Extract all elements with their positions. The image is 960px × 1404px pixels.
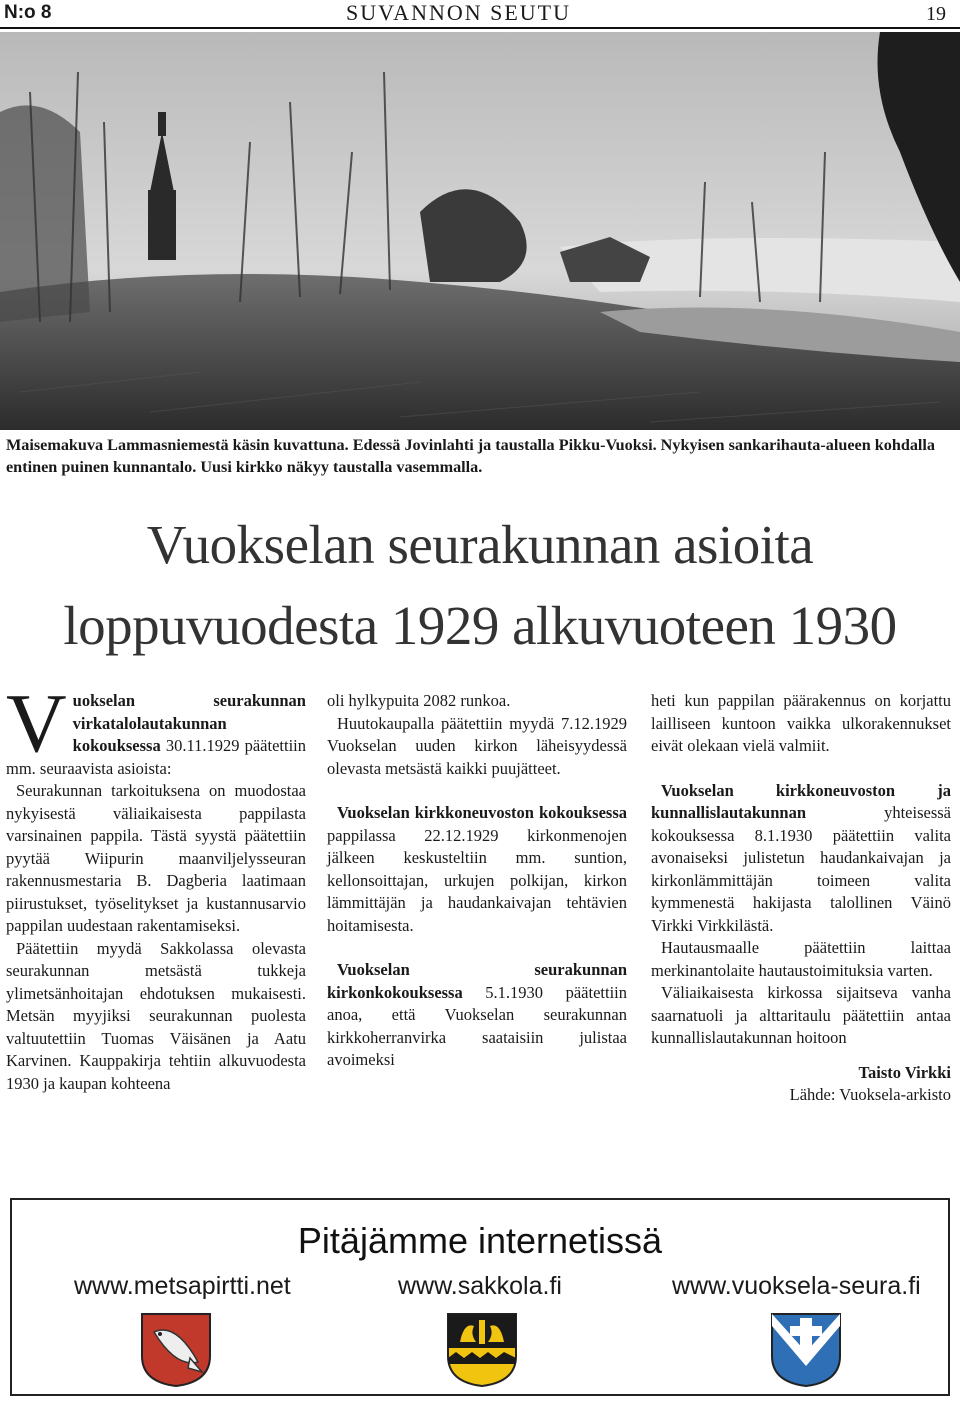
lead-rest: 30.11.1929 päätettiin mm. seuraavista asioista: — [6, 736, 306, 778]
header-rule — [0, 27, 960, 29]
paragraph-rest: yhteisessä kokouksessa 8.1.1930 päätettiin valita avonaiseksi julistetun haudankaivajan ja kirkonlämmittäjän toimeen valita kymmenestä hakijasta talollinen Väinö Virkki Virkkilästä. — [651, 803, 951, 935]
photo-caption: Maisemakuva Lammasniemestä käsin kuvattuna. Edessä Jovinlahti ja taustalla Pikku-Vuoksi. Nykyisen sankarihauta-alueen kohdalla entinen puinen kunnantalo. Uusi kirkko näkyy taustalla vasemmalla. — [6, 436, 936, 476]
link-sakkola[interactable]: www.sakkola.fi — [398, 1272, 562, 1300]
fish-crest-icon — [140, 1312, 212, 1388]
paragraph-rest: 5.1.1930 päätettiin anoa, että Vuokselan seurakunnan kirkkoherranvirka saataisiin julistaa avoimeksi — [327, 982, 627, 1069]
link-metsapirtti[interactable]: www.metsapirtti.net — [74, 1272, 291, 1300]
paragraph — [651, 780, 951, 938]
headline-line-2: loppuvuodesta 1929 alkuvuoteen 1930 — [63, 595, 897, 656]
article-column-2 — [327, 690, 627, 1072]
paragraph — [327, 959, 627, 1072]
paragraph: Väliaikaisesta kirkossa sijaitseva vanha saarnatuoli ja alttaritaulu päätettiin antaa kunnallislautakunnan hoitoon — [651, 983, 951, 1047]
paragraph: Päätettiin myydä Sakkolassa olevasta seurakunnan metsästä tukkeja ylimetsänhoitajan ehdotuksen mukaisesti. Metsän myyjiksi seurakunnan puolesta valtuutettiin Tuomas Väisänen ja Aatu Karvinen. Kauppakirja tehtiin alkuvuodesta 1930 ja kaupan kohteena — [6, 938, 306, 1093]
drop-cap: V — [6, 677, 67, 770]
internet-box — [10, 1198, 950, 1396]
landscape-photo — [0, 32, 960, 430]
paragraph-rest: pappilassa 22.12.1929 kirkonmenojen jälkeen keskusteltiin mm. suntion, kellonsoittajan, urkujen polkijan, kirkon lämmittäjän ja haudankaivajan tehtävien hoitamisesta. — [327, 825, 627, 935]
headline-line-1: Vuokselan seurakunnan asioita — [146, 514, 814, 575]
paragraph: heti kun pappilan päärakennus on korjattu lailliseen kuntoon vaikka ulkorakennukset eivät olekaan vielä valmiit. — [651, 691, 951, 755]
paragraph: oli hylkypuita 2082 runkoa. — [327, 691, 511, 710]
issue-number: N:o 8 — [4, 2, 52, 23]
source-line: Lähde: Vuoksela-arkisto — [789, 1085, 951, 1104]
lions-crest-icon — [446, 1312, 518, 1388]
lead-paragraph — [6, 677, 306, 780]
paragraph: Seurakunnan tarkoituksena on muodostaa nykyisestä väliaikaisesta pappilasta varsinainen pappila. Tästä syystä päätettiin pyytää Wiipurin maanviljelysseuran rakennusmestaria B. Dagberia laatimaan piirustukset, työselitykset ja kustannusarvio pappilan uudestaan rakentamiseksi. — [6, 781, 306, 935]
article-column-1 — [6, 677, 306, 1095]
paragraph: Hautausmaalle päätettiin laittaa merkinantolaite hautaustoimituksia varten. — [651, 938, 951, 980]
article-column-3 — [651, 690, 951, 1107]
paragraph: Huutokaupalla päätettiin myydä 7.12.1929 Vuokselan uuden kirkon läheisyydessä olevasta metsästä kaikki puujätteet. — [327, 713, 627, 778]
paragraph-bold: Vuokselan seurakunnan kirkonkokouksessa — [327, 960, 627, 1002]
cross-crest-icon — [770, 1312, 842, 1388]
paragraph — [327, 802, 627, 937]
author-name: Taisto Virkki — [858, 1062, 951, 1082]
lead-bold: uokselan seurakunnan virkatalolautakunnan kokouksessa — [72, 691, 306, 755]
page-header — [0, 0, 960, 28]
paragraph-bold: Vuokselan kirkkoneuvoston kokouksessa — [337, 803, 627, 822]
page-number: 19 — [926, 3, 946, 25]
internet-box-title: Pitäjämme internetissä — [297, 1220, 663, 1261]
publication-title: SUVANNON SEUTU — [346, 0, 572, 25]
paragraph-bold: Vuokselan kirkkoneuvoston ja kunnallislautakunnan — [651, 780, 951, 822]
link-vuoksela-seura[interactable]: www.vuoksela-seura.fi — [672, 1272, 921, 1300]
